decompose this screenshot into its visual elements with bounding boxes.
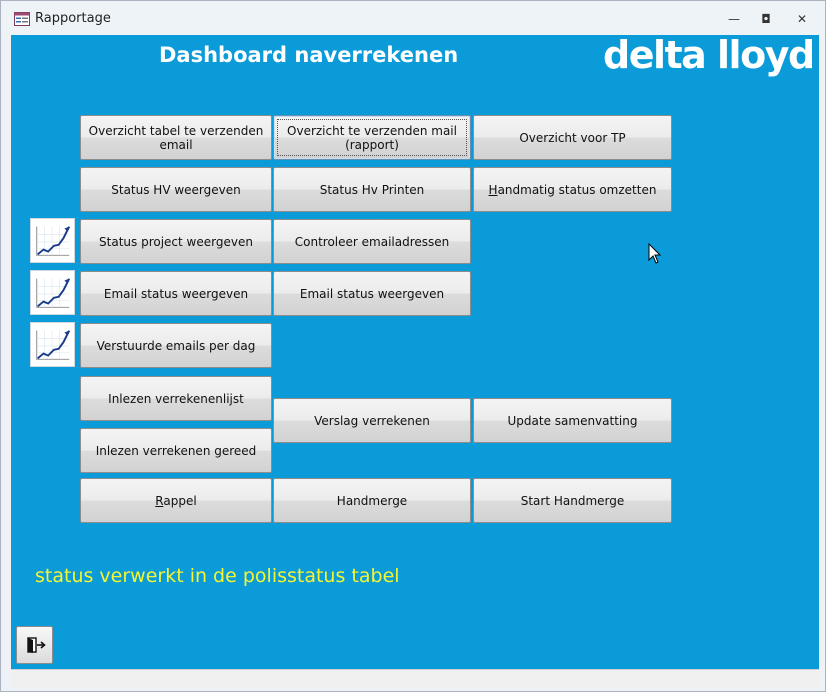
verstuurde-emails-per-dag-button[interactable]: Verstuurde emails per dag xyxy=(80,323,272,368)
status-hv-weergeven-button[interactable]: Status HV weergeven xyxy=(80,167,272,212)
close-button[interactable]: ✕ xyxy=(796,12,808,26)
verslag-verrekenen-button[interactable]: Verslag verrekenen xyxy=(273,398,471,443)
status-project-weergeven-button[interactable]: Status project weergeven xyxy=(80,219,272,264)
delta-lloyd-logo: delta lloyd xyxy=(603,33,814,77)
chart-trend-icon[interactable] xyxy=(30,270,75,315)
form-heading: Dashboard naverrekenen xyxy=(159,43,459,67)
handmerge-button[interactable]: Handmerge xyxy=(273,478,471,523)
form-icon xyxy=(14,12,30,26)
hotkey-letter: H xyxy=(488,182,498,197)
button-label: andmatig status omzetten xyxy=(497,182,657,197)
handmatig-status-omzetten-button[interactable] xyxy=(473,167,672,212)
title-bar xyxy=(1,1,825,35)
overzicht-mail-rapport-button[interactable]: Overzicht te verzenden mail (rapport) xyxy=(273,115,471,160)
chart-trend-icon[interactable] xyxy=(30,218,75,263)
exit-button[interactable] xyxy=(16,626,53,664)
update-samenvatting-button[interactable]: Update samenvatting xyxy=(473,398,672,443)
email-status-weergeven-button[interactable]: Email status weergeven xyxy=(80,271,272,316)
email-status-weergeven-button-2[interactable]: Email status weergeven xyxy=(273,271,471,316)
button-label: appel xyxy=(163,493,197,508)
rappel-button[interactable] xyxy=(80,478,272,523)
start-handmerge-button[interactable]: Start Handmerge xyxy=(473,478,672,523)
chart-trend-icon[interactable] xyxy=(30,322,75,367)
minimize-button[interactable]: — xyxy=(728,12,740,26)
inlezen-verrekenenlijst-button[interactable]: Inlezen verrekenenlijst xyxy=(80,376,272,421)
controleer-emailadressen-button[interactable]: Controleer emailadressen xyxy=(273,219,471,264)
overzicht-tp-button[interactable]: Overzicht voor TP xyxy=(473,115,672,160)
hotkey-letter: R xyxy=(155,493,164,508)
status-message: status verwerkt in de polisstatus tabel xyxy=(35,565,400,587)
exit-door-icon xyxy=(17,627,52,663)
mouse-cursor-icon xyxy=(648,243,662,265)
window-title: Rapportage xyxy=(35,11,111,26)
dashboard-form xyxy=(11,35,819,669)
status-bar xyxy=(11,669,819,688)
overzicht-tabel-email-button[interactable]: Overzicht tabel te verzenden email xyxy=(80,115,272,160)
inlezen-verrekenen-gereed-button[interactable]: Inlezen verrekenen gereed xyxy=(80,428,272,473)
status-hv-printen-button[interactable]: Status Hv Printen xyxy=(273,167,471,212)
restore-button[interactable]: ◘ xyxy=(761,12,771,26)
